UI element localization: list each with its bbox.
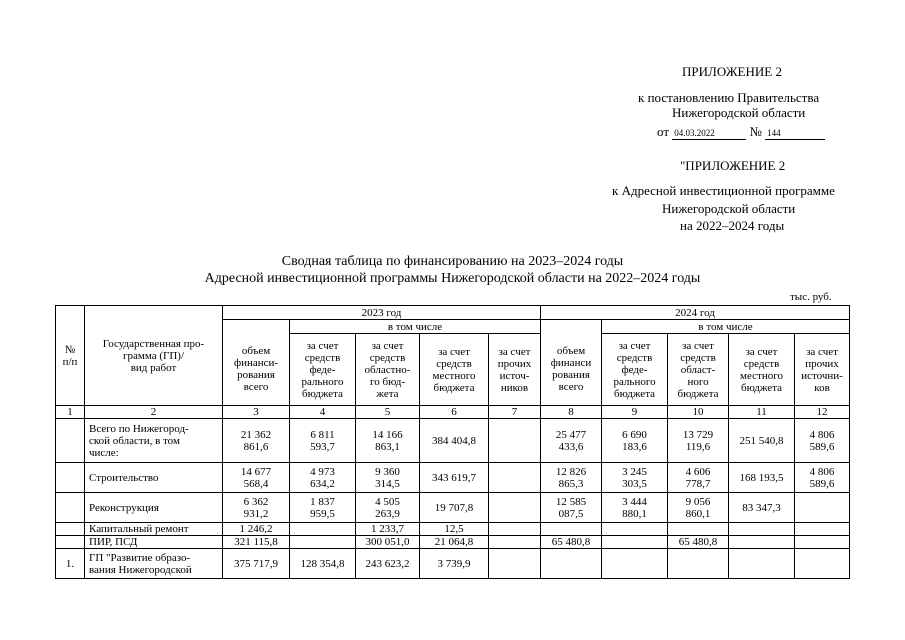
column-number-cell: 11 <box>729 406 795 419</box>
table-cell: 12 826 865,3 <box>541 463 602 493</box>
table-cell <box>602 523 668 536</box>
header-2024-regional: за счет средств област- ного бюджета <box>668 334 729 406</box>
table-cell <box>795 536 850 549</box>
header-2024-other: за счет прочих источни- ков <box>795 334 850 406</box>
header-including-2024: в том числе <box>602 320 850 334</box>
table-cell: 4 505 263,9 <box>356 493 420 523</box>
column-number-cell: 12 <box>795 406 850 419</box>
column-number-cell: 10 <box>668 406 729 419</box>
table-body <box>56 306 850 579</box>
table-cell: 1. <box>56 549 85 579</box>
table-cell: 243 623,2 <box>356 549 420 579</box>
table-cell: 3 245 303,5 <box>602 463 668 493</box>
resolution-ref-line2: Нижегородской области <box>672 105 806 120</box>
table-cell: 65 480,8 <box>668 536 729 549</box>
table-cell: 65 480,8 <box>541 536 602 549</box>
table-cell <box>668 549 729 579</box>
table-cell <box>56 523 85 536</box>
header-2023-local: за счет средств местного бюджета <box>420 334 489 406</box>
table-row <box>56 549 850 579</box>
table-cell: 4 973 634,2 <box>290 463 356 493</box>
from-label: от <box>657 124 670 139</box>
table-cell <box>541 549 602 579</box>
table-cell: 9 056 860,1 <box>668 493 729 523</box>
table-cell: ПИР, ПСД <box>85 536 223 549</box>
table-cell: 3 444 880,1 <box>602 493 668 523</box>
resolution-date: 04.03.2022 <box>672 128 746 140</box>
header-no: № п/п <box>56 306 85 406</box>
header-2023-other: за счет прочих источ- ников <box>489 334 541 406</box>
resolution-date-number <box>657 124 825 140</box>
table-cell: Капитальный ремонт <box>85 523 223 536</box>
header-2024-total: объем финанси рования всего <box>541 334 602 406</box>
column-number-cell: 5 <box>356 406 420 419</box>
table-cell <box>489 419 541 463</box>
table-cell: 6 362 931,2 <box>223 493 290 523</box>
resolution-ref-line1: к постановлению Правительства <box>638 90 820 105</box>
appendix2-label: "ПРИЛОЖЕНИЕ 2 <box>680 158 786 173</box>
table-cell: 14 166 863,1 <box>356 419 420 463</box>
table-title-line2: Адресной инвестиционной программы Нижегородской области на 2022–2024 годы <box>204 271 701 286</box>
header-empty-2024 <box>541 320 602 334</box>
table-cell <box>290 523 356 536</box>
header-2023-regional: за счет средств областно- го бюд- жета <box>356 334 420 406</box>
number-label: № <box>749 124 762 139</box>
table-cell <box>56 493 85 523</box>
unit-label: тыс. руб. <box>790 291 832 303</box>
table-title <box>0 253 905 287</box>
table-row <box>56 536 850 549</box>
header-2023-total: объем финанси- рования всего <box>223 334 290 406</box>
table-cell <box>56 463 85 493</box>
program-ref-line2: Нижегородской области <box>662 201 796 216</box>
table-row <box>56 463 850 493</box>
table-cell: 3 739,9 <box>420 549 489 579</box>
column-number-row <box>56 406 850 419</box>
table-cell: Строительство <box>85 463 223 493</box>
table-cell: 321 115,8 <box>223 536 290 549</box>
table-cell <box>795 549 850 579</box>
header-2024-federal: за счет средств феде- рального бюджета <box>602 334 668 406</box>
table-cell <box>795 523 850 536</box>
table-cell: 83 347,3 <box>729 493 795 523</box>
table-row <box>56 523 850 536</box>
table-cell <box>729 549 795 579</box>
column-number-cell: 8 <box>541 406 602 419</box>
header-2024-local: за счет средств местного бюджета <box>729 334 795 406</box>
table-cell <box>602 536 668 549</box>
table-row <box>56 493 850 523</box>
table-cell: 4 806 589,6 <box>795 419 850 463</box>
table-cell: ГП "Развитие образо- вания Нижегородской <box>85 549 223 579</box>
table-cell: 1 246,2 <box>223 523 290 536</box>
table-cell: 14 677 568,4 <box>223 463 290 493</box>
table-cell <box>602 549 668 579</box>
table-cell: Всего по Нижегород- ской области, в том числе: <box>85 419 223 463</box>
table-cell <box>729 523 795 536</box>
table-cell: 13 729 119,6 <box>668 419 729 463</box>
table-cell: 343 619,7 <box>420 463 489 493</box>
table-cell <box>489 523 541 536</box>
table-cell <box>56 536 85 549</box>
table-cell <box>56 419 85 463</box>
table-cell: 168 193,5 <box>729 463 795 493</box>
table-cell: 12 585 087,5 <box>541 493 602 523</box>
table-cell: 375 717,9 <box>223 549 290 579</box>
header-2023-federal: за счет средств феде- рального бюджета <box>290 334 356 406</box>
table-cell <box>668 523 729 536</box>
table-cell: 1 837 959,5 <box>290 493 356 523</box>
table-cell: 4 606 778,7 <box>668 463 729 493</box>
table-cell <box>541 523 602 536</box>
table-cell <box>489 536 541 549</box>
table-cell: 19 707,8 <box>420 493 489 523</box>
table-cell: 6 811 593,7 <box>290 419 356 463</box>
table-cell <box>489 463 541 493</box>
table-cell: 300 051,0 <box>356 536 420 549</box>
table-cell <box>489 549 541 579</box>
header-year-2023: 2023 год <box>223 306 541 320</box>
table-cell: 4 806 589,6 <box>795 463 850 493</box>
table-cell: Реконструкция <box>85 493 223 523</box>
column-number-cell: 6 <box>420 406 489 419</box>
table-cell: 25 477 433,6 <box>541 419 602 463</box>
header-year-2024: 2024 год <box>541 306 850 320</box>
column-number-cell: 2 <box>85 406 223 419</box>
column-number-cell: 7 <box>489 406 541 419</box>
column-number-cell: 1 <box>56 406 85 419</box>
table-cell: 6 690 183,6 <box>602 419 668 463</box>
table-cell <box>729 536 795 549</box>
table-cell: 21 064,8 <box>420 536 489 549</box>
table-row <box>56 419 850 463</box>
table-title-line1: Сводная таблица по финансированию на 2023–2024 годы <box>281 254 624 269</box>
column-number-cell: 9 <box>602 406 668 419</box>
table-cell: 251 540,8 <box>729 419 795 463</box>
appendix-label: ПРИЛОЖЕНИЕ 2 <box>682 64 782 79</box>
program-ref-line1: к Адресной инвестиционной программе <box>612 183 835 198</box>
program-ref-line3: на 2022–2024 годы <box>680 218 785 233</box>
table-cell: 21 362 861,6 <box>223 419 290 463</box>
resolution-number: 144 <box>765 128 825 140</box>
table-cell: 1 233,7 <box>356 523 420 536</box>
financing-table <box>55 305 850 579</box>
table-cell <box>489 493 541 523</box>
column-number-cell: 3 <box>223 406 290 419</box>
table-cell <box>795 493 850 523</box>
table-cell <box>290 536 356 549</box>
table-cell: 384 404,8 <box>420 419 489 463</box>
header-empty-2023 <box>223 320 290 334</box>
table-cell: 128 354,8 <box>290 549 356 579</box>
table-cell: 9 360 314,5 <box>356 463 420 493</box>
column-number-cell: 4 <box>290 406 356 419</box>
header-program: Государственная про- грамма (ГП)/ вид работ <box>85 306 223 406</box>
table-cell: 12,5 <box>420 523 489 536</box>
header-including-2023: в том числе <box>290 320 541 334</box>
